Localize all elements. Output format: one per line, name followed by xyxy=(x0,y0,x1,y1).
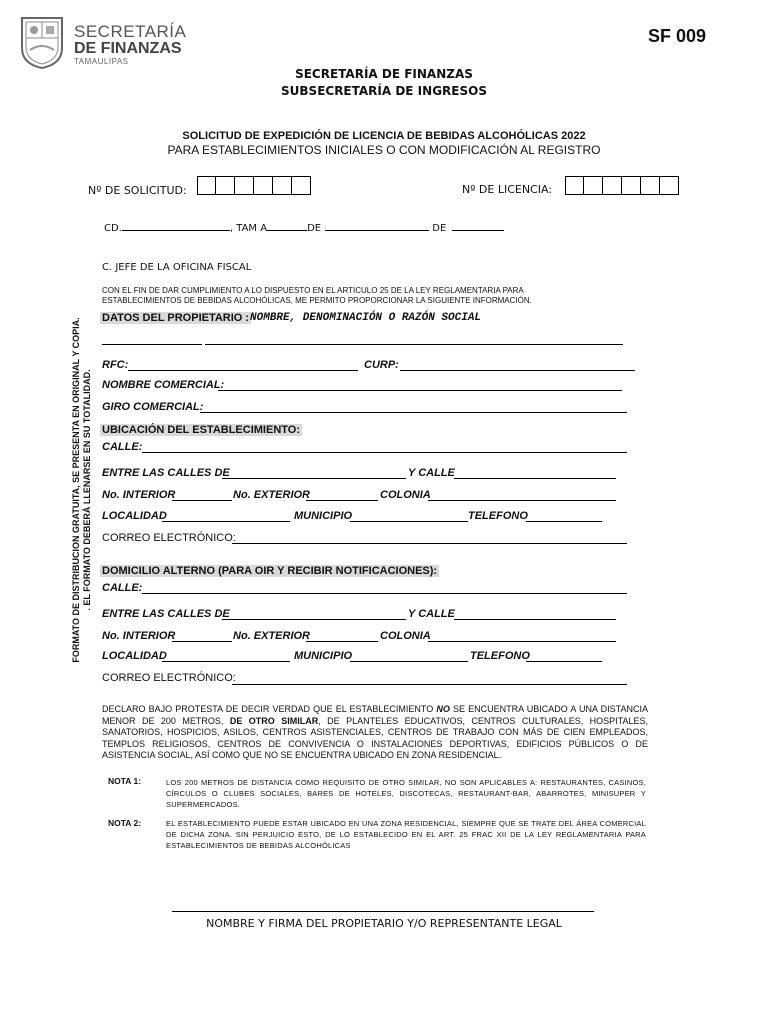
logo-text-secretaria: SECRETARÍA xyxy=(74,22,187,41)
declaration-text xyxy=(102,704,648,762)
alt-phone-label: TELEFONO xyxy=(470,650,530,662)
year-field[interactable] xyxy=(452,220,504,231)
owner-name-hint: NOMBRE, DENOMINACIÓN O RAZÓN SOCIAL xyxy=(250,312,482,324)
location-locality-label: LOCALIDAD xyxy=(102,510,167,522)
licencia-number-boxes[interactable] xyxy=(565,176,679,195)
de1-label: DE xyxy=(307,223,322,234)
month-field[interactable] xyxy=(325,220,429,231)
location-exterior-label: No. EXTERIOR xyxy=(233,489,311,501)
side-note-line2: . EL FORMATO DEBERÁ LLENARSE EN SU TOTALIDAD. xyxy=(82,369,92,611)
commercial-name-field[interactable] xyxy=(218,390,622,391)
business-field[interactable] xyxy=(200,412,627,413)
form-subtitle: PARA ESTABLECIMIENTOS INICIALES O CON MODIFICACIÓN AL REGISTRO xyxy=(167,143,601,157)
declaration-no: NO xyxy=(436,704,450,714)
location-between-field[interactable] xyxy=(222,478,406,479)
alt-between-field[interactable] xyxy=(222,619,406,620)
location-municipality-field[interactable] xyxy=(350,521,468,522)
location-between-label: ENTRE LAS CALLES DE xyxy=(102,467,230,479)
location-locality-field[interactable] xyxy=(162,521,290,522)
curp-label: CURP: xyxy=(364,359,399,371)
location-interior-label: No. INTERIOR xyxy=(102,489,176,501)
declaration-part1: DECLARO BAJO PROTESTA DE DECIR VERDAD QUE EL ESTABLECIMIENTO xyxy=(102,704,437,714)
cd-label: CD. xyxy=(104,223,122,234)
curp-field[interactable] xyxy=(400,370,635,371)
location-colony-label: COLONIA xyxy=(380,489,431,501)
declaration-part2: SE ENCUENTRA UBICADO A UNA DISTANCIA MENOR DE 200 METROS, xyxy=(102,704,648,726)
side-note-line1: FORMATO DE DISTRIBUCION GRATUITA, SE PRESENTA EN ORIGINAL Y COPIA. xyxy=(71,317,81,663)
intro-line1: CON EL FIN DE DAR CUMPLIMIENTO A LO DISPUESTO EN EL ARTICULO 25 DE LA LEY REGLAMENTARIA PARA xyxy=(102,286,524,295)
alt-address-heading: DOMICILIO ALTERNO (PARA OIR Y RECIBIR NOTIFICACIONES): xyxy=(102,565,438,577)
tamaulipas-seal-icon xyxy=(18,14,66,70)
alt-exterior-label: No. EXTERIOR xyxy=(233,630,311,642)
alt-colony-label: COLONIA xyxy=(380,630,431,642)
declaration-part3: , DE PLANTELES EDUCATIVOS, CENTROS CULTURALES, HOSPITALES, SANATORIOS, HOSPICIOS, ASILOS, CENTROS ASISTENCIALES, CENTROS DE TRABAJO CON MÁS DE CIEN EMPLEADOS, TEMPLOS RELIGIOSOS, CENTROS DE CONVIVENCIA O INSTALACIONES DEPORTIVAS, EDIFICIOS PÚBLICOS O DE ASISTENCIA SOCIAL, ASÍ COMO QUE NO SE ENCUENTRA UBICADO EN ZONA RESIDENCIAL. xyxy=(102,715,648,760)
day-field[interactable] xyxy=(267,220,307,231)
logo-text-tamaulipas: TAMAULIPAS xyxy=(74,57,129,66)
signature-line[interactable] xyxy=(172,911,594,912)
owner-heading: DATOS DEL PROPIETARIO : xyxy=(102,312,250,324)
location-phone-label: TELEFONO xyxy=(468,510,528,522)
alt-and-street-field[interactable] xyxy=(454,619,616,620)
city-field[interactable] xyxy=(122,220,230,231)
location-exterior-field[interactable] xyxy=(306,500,378,501)
alt-locality-field[interactable] xyxy=(162,661,290,662)
declaration-similar: DE OTRO SIMILAR xyxy=(229,715,319,726)
logo-text-finanzas: DE FINANZAS xyxy=(74,40,182,57)
solicitud-number-boxes[interactable] xyxy=(197,176,311,195)
location-interior-field[interactable] xyxy=(172,500,232,501)
side-note xyxy=(71,317,93,662)
location-phone-field[interactable] xyxy=(526,521,602,522)
business-label: GIRO COMERCIAL: xyxy=(102,401,204,413)
note1-label: NOTA 1: xyxy=(108,776,142,786)
tam-label: , TAM A xyxy=(229,223,268,234)
rfc-label: RFC: xyxy=(102,359,129,371)
solicitud-label: Nº DE SOLICITUD: xyxy=(88,184,187,197)
place-date-line[interactable] xyxy=(104,220,504,234)
owner-name-line-b[interactable] xyxy=(205,344,623,345)
note1-text: LOS 200 METROS DE DISTANCIA COMO REQUISITO DE OTRO SIMILAR, NO SON APLICABLES A: RESTAURANTES, CASINOS, CÍRCULOS O CLUBES SOCIALES, BARES DE HOTELES, DISCOTECAS, RESTAURANT-BAR, ABARROTES, MINISUPER Y SUPERMERCADOS. xyxy=(166,778,646,809)
location-colony-field[interactable] xyxy=(428,500,616,501)
signature-label: NOMBRE Y FIRMA DEL PROPIETARIO Y/O REPRESENTANTE LEGAL xyxy=(206,917,562,930)
note2-text: EL ESTABLECIMIENTO PUEDE ESTAR UBICADO EN UNA ZONA RESIDENCIAL, SIEMPRE QUE SE TRATE DEL ÁREA COMERCIAL DE DICHA ZONA. SIN PERJUICIO ESTO, DE LO ESTABLECIDO EN EL ART. 25 FRAC XII DE LA LEY REGLAMENTARIA PARA ESTABLECIMIENTOS DE BEBIDAS ALCOHÓLICAS xyxy=(166,819,646,850)
location-street-label: CALLE: xyxy=(102,441,143,453)
licencia-label: Nº DE LICENCIA: xyxy=(462,183,553,196)
alt-between-label: ENTRE LAS CALLES DE xyxy=(102,608,230,620)
location-email-label: CORREO ELECTRÓNICO: xyxy=(102,532,236,544)
alt-municipality-field[interactable] xyxy=(350,661,468,662)
location-municipality-label: MUNICIPIO xyxy=(294,510,353,522)
form-title: SOLICITUD DE EXPEDICIÓN DE LICENCIA DE BEBIDAS ALCOHÓLICAS 2022 xyxy=(182,130,586,142)
alt-exterior-field[interactable] xyxy=(306,641,378,642)
alt-colony-field[interactable] xyxy=(428,641,616,642)
alt-locality-label: LOCALIDAD xyxy=(102,650,167,662)
addressee: C. JEFE DE LA OFICINA FISCAL xyxy=(102,262,252,273)
location-and-street-field[interactable] xyxy=(454,478,616,479)
owner-name-line-a[interactable] xyxy=(102,344,202,345)
commercial-name-label: NOMBRE COMERCIAL: xyxy=(102,379,225,391)
de2-label: DE xyxy=(432,223,447,234)
alt-phone-field[interactable] xyxy=(526,661,602,662)
location-and-street-label: Y CALLE xyxy=(408,467,455,479)
rfc-field[interactable] xyxy=(128,370,358,371)
header-line1: SECRETARÍA DE FINANZAS xyxy=(295,67,473,81)
alt-email-label: CORREO ELECTRÓNICO: xyxy=(102,672,236,684)
alt-street-label: CALLE: xyxy=(102,582,143,594)
note2-label: NOTA 2: xyxy=(108,818,142,828)
form-code: SF 009 xyxy=(647,26,706,46)
alt-street-field[interactable] xyxy=(142,593,627,594)
alt-interior-label: No. INTERIOR xyxy=(102,630,176,642)
location-street-field[interactable] xyxy=(142,452,627,453)
header-line2: SUBSECRETARÍA DE INGRESOS xyxy=(281,84,487,98)
alt-interior-field[interactable] xyxy=(172,641,232,642)
intro-line2: ESTABLECIMIENTOS DE BEBIDAS ALCOHÓLICAS, ME PERMITO PROPORCIONAR LA SIGUIENTE INFORMACIÓN. xyxy=(102,296,532,305)
location-email-field[interactable] xyxy=(232,543,627,544)
alt-email-field[interactable] xyxy=(232,684,627,685)
alt-municipality-label: MUNICIPIO xyxy=(294,650,353,662)
alt-and-street-label: Y CALLE xyxy=(408,608,455,620)
location-heading: UBICACIÓN DEL ESTABLECIMIENTO: xyxy=(102,424,301,436)
